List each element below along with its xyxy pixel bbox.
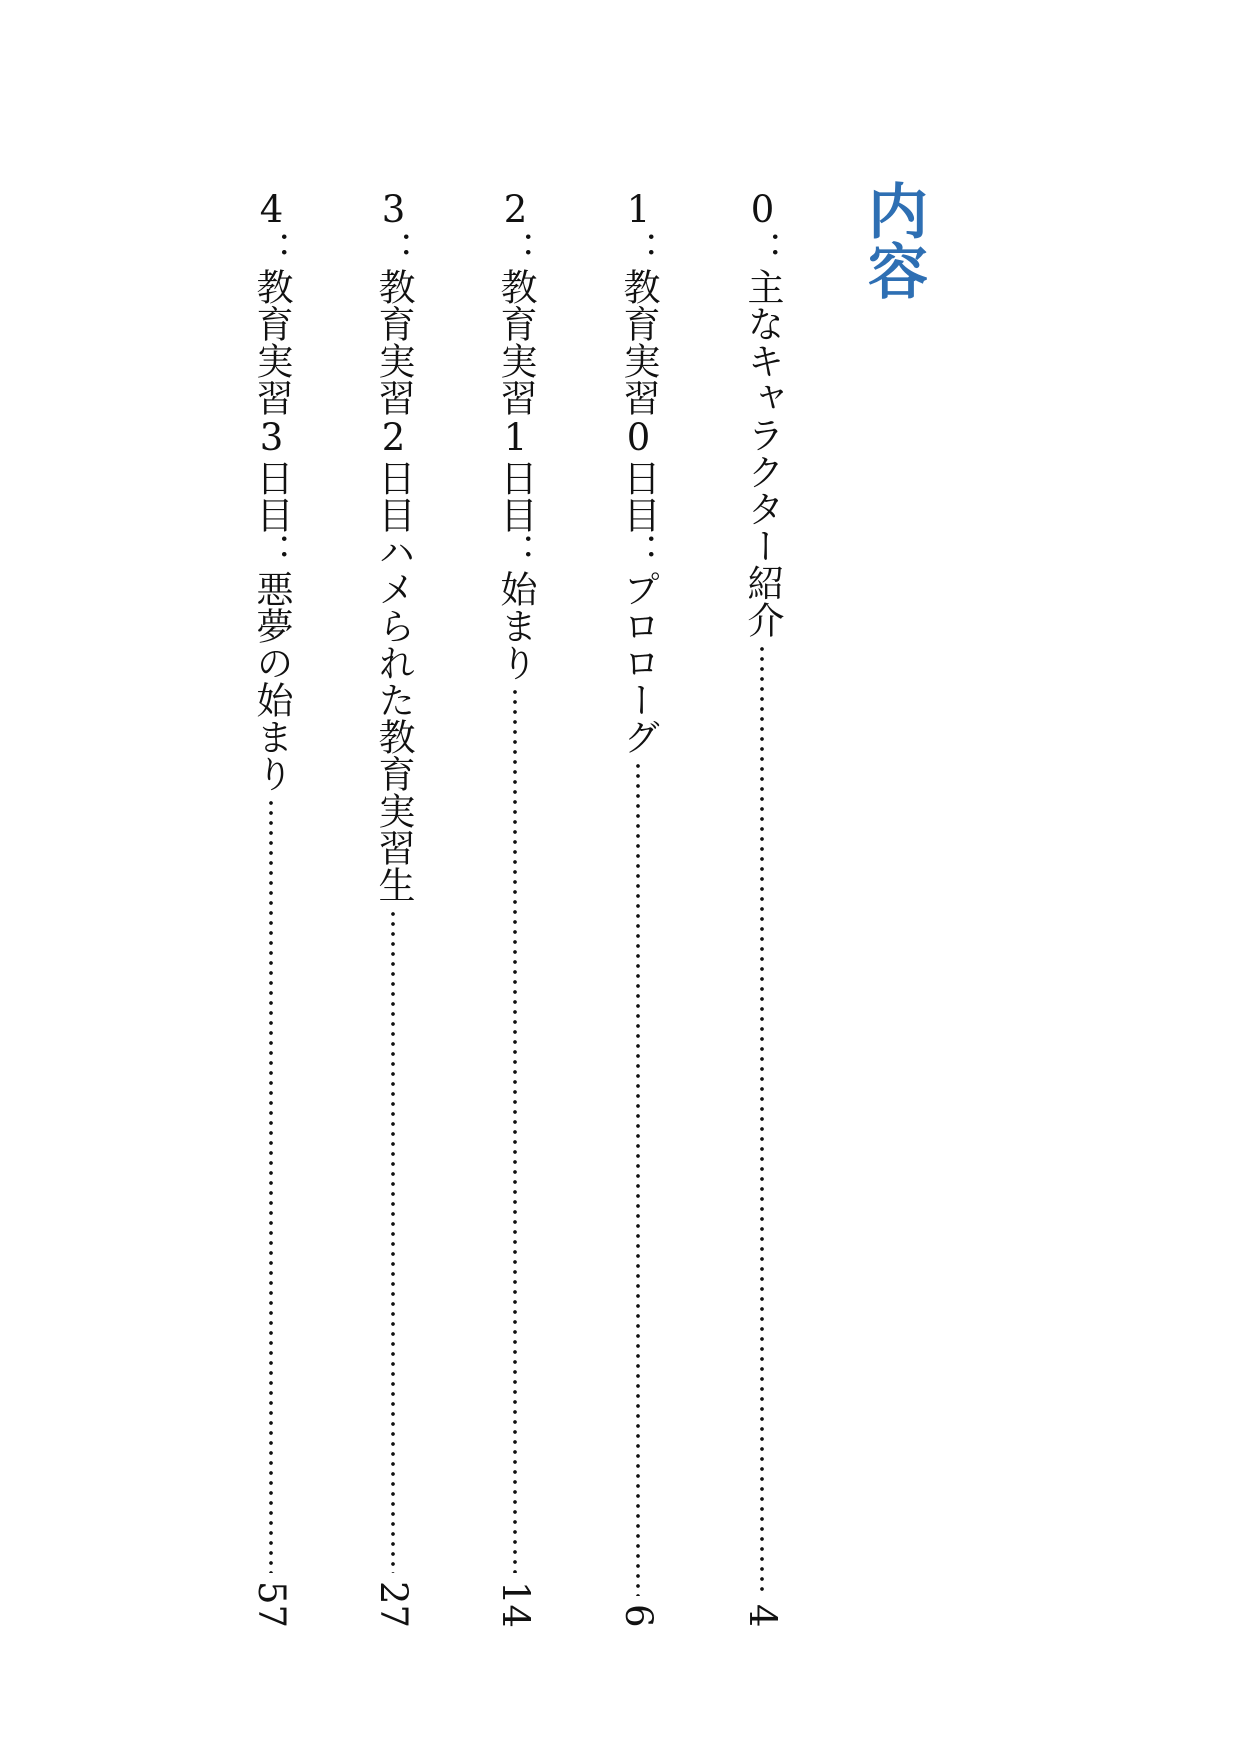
toc-entry-label: 2：教育実習1日目：始まり (494, 188, 537, 681)
toc-entry-label: 3：教育実習2日目ハメられた教育実習生 (372, 188, 415, 903)
toc-entry[interactable] (613, 188, 663, 1628)
toc-entry-label: 4：教育実習3日目：悪夢の始まり (250, 188, 293, 792)
toc-entry[interactable] (737, 188, 787, 1628)
toc-entry-page: 4 (741, 1604, 784, 1628)
toc-entry-label: 1：教育実習0日目：プロローグ (617, 188, 660, 755)
toc-entry-page: 57 (250, 1580, 293, 1628)
toc-entry-page: 6 (617, 1604, 660, 1628)
toc-list (0, 188, 1241, 1628)
toc-dot-leader (760, 644, 764, 1596)
toc-entry[interactable] (490, 188, 540, 1628)
toc-dot-leader (636, 761, 640, 1596)
toc-entry-page: 14 (494, 1580, 537, 1628)
toc-dot-leader (269, 798, 273, 1573)
toc-entry-label: 0：主なキャラクター紹介 (741, 188, 784, 638)
toc-entry-page: 27 (372, 1580, 415, 1628)
toc-entry[interactable] (246, 188, 296, 1628)
toc-dot-leader (513, 687, 517, 1573)
toc-entry[interactable] (368, 188, 418, 1628)
page-title: 内容 (858, 180, 928, 300)
toc-dot-leader (391, 909, 395, 1573)
